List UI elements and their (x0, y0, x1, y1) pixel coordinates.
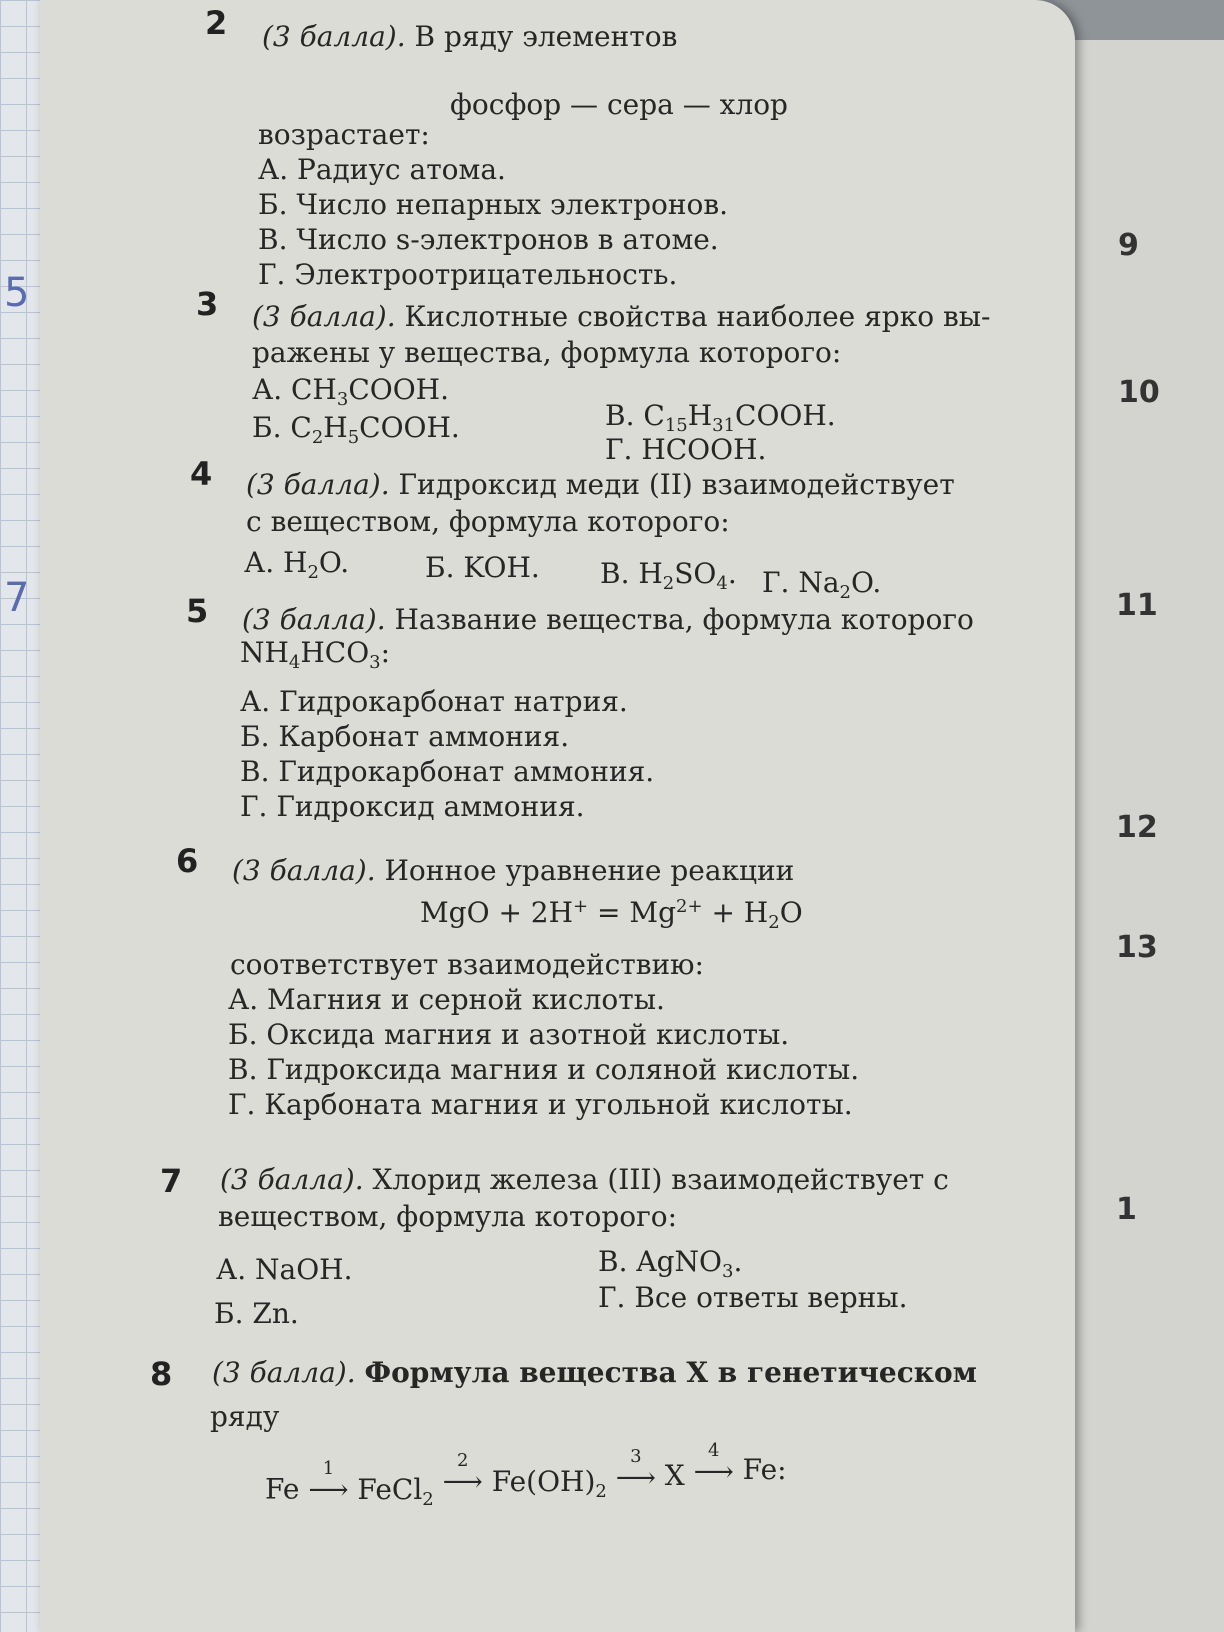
question-number: 6 (176, 842, 199, 880)
right-page-number: 11 (1116, 588, 1158, 623)
formula-nh4hco3: $NH_4HCO_3$: (240, 636, 391, 673)
stem-continuation: с веществом, формула которого: (246, 505, 730, 538)
right-page-number: 12 (1116, 810, 1158, 845)
arrow-icon: 4 ⟶ (693, 1440, 734, 1488)
stem-continuation: веществом, формула которого: (218, 1200, 678, 1233)
arrow-icon: 1 ⟶ (308, 1458, 349, 1506)
option: А. NaOH. (216, 1253, 353, 1286)
options-list (258, 152, 728, 292)
option: Б. KOH. (425, 551, 540, 584)
option: А. Гидрокарбонат натрия. (240, 685, 628, 718)
stem-continuation: ражены у вещества, формула которого: (252, 336, 842, 369)
question-number: 2 (205, 4, 228, 42)
right-page-number: 9 (1118, 228, 1139, 263)
points-label: (3 балла). (246, 468, 390, 501)
option: Б. Zn. (214, 1297, 299, 1330)
points-label: (3 балла). (262, 20, 406, 53)
option: В. $C_{15}H_{31}COOH$. (605, 399, 836, 436)
points-label: (3 балла). (220, 1163, 364, 1196)
right-page-number: 10 (1118, 375, 1160, 410)
question-stem (262, 20, 677, 54)
question-number: 3 (196, 285, 219, 323)
question-stem (246, 468, 955, 502)
stem-text: Формула вещества X в генетическом (364, 1356, 977, 1389)
stem-text: Хлорид железа (III) взаимодействует с (372, 1163, 949, 1196)
option: А. Магния и серной кислоты. (228, 983, 665, 1016)
points-label: (3 балла). (232, 854, 376, 887)
option: В. Гидрокарбонат аммония. (240, 755, 655, 788)
arrow-icon: 2 ⟶ (442, 1450, 483, 1498)
question-number: 8 (150, 1355, 173, 1393)
question-stem (220, 1163, 949, 1197)
options-list (240, 684, 654, 824)
stem-text: Кислотные свойства наиболее ярко вы- (404, 300, 991, 333)
option: Г. Гидроксид аммония. (240, 790, 585, 823)
option: Б. Карбонат аммония. (240, 720, 570, 753)
option: Г. Все ответы верны. (598, 1281, 908, 1314)
right-page-number: 13 (1116, 930, 1158, 965)
genetic-chain (265, 1440, 787, 1512)
question-stem (232, 854, 794, 888)
stem-continuation: ряду (210, 1400, 280, 1433)
option: Б. $C_2H_5COOH$. (252, 411, 460, 448)
stem-text: В ряду элементов (414, 20, 678, 53)
question-stem (212, 1356, 977, 1390)
chain-fe-end: Fe: (742, 1452, 787, 1486)
right-page-number: 1 (1116, 1192, 1137, 1227)
chain-feoh2: $Fe(OH)_2$ (491, 1464, 607, 1502)
option: А. Радиус атома. (258, 153, 506, 186)
question-number: 7 (160, 1162, 183, 1200)
option: Г. HCOOH. (605, 433, 767, 466)
stem-continuation: соответствует взаимодействию: (230, 948, 704, 981)
arrow-icon: 3 ⟶ (615, 1446, 656, 1494)
option: В. $H_2SO_4$. (600, 557, 737, 594)
option: Г. Карбоната магния и угольной кислоты. (228, 1088, 853, 1121)
margin-mark-5: 5 (4, 270, 30, 316)
option: А. $CH_3COOH$. (252, 373, 449, 410)
options-list (228, 982, 859, 1122)
chain-fe: Fe (265, 1472, 300, 1506)
question-number: 4 (190, 455, 213, 493)
chain-fecl2: FeCl$_2$ (357, 1472, 434, 1510)
option: Б. Оксида магния и азотной кислоты. (228, 1018, 790, 1051)
ionic-equation: MgO + $2H^+ = Mg^{2+} + H_2O$ (420, 896, 803, 933)
stem-text: Название вещества, формула которого (394, 603, 974, 636)
stem-text: Ионное уравнение реакции (384, 854, 795, 887)
points-label: (3 балла). (242, 603, 386, 636)
question-stem (242, 603, 974, 637)
stem-text: Гидроксид меди (II) взаимодействует (398, 468, 955, 501)
option: Б. Число непарных электронов. (258, 188, 729, 221)
option: Г. Электроотрицательность. (258, 258, 678, 291)
margin-mark-7: 7 (4, 575, 30, 621)
option: В. Гидроксида магния и соляной кислоты. (228, 1053, 860, 1086)
option: В. Число s-электронов в атоме. (258, 223, 719, 256)
option: А. $H_2O$. (244, 546, 350, 583)
points-label: (3 балла). (252, 300, 396, 333)
option: В. AgNO$_3$. (598, 1245, 743, 1282)
element-series: фосфор — сера — хлор (450, 88, 788, 121)
question-number: 5 (186, 592, 209, 630)
stem-continuation: возрастает: (258, 118, 430, 151)
chain-x: X (664, 1458, 685, 1492)
option: Г. $Na_2O$. (762, 566, 882, 603)
points-label: (3 балла). (212, 1356, 356, 1389)
question-stem (252, 300, 991, 334)
